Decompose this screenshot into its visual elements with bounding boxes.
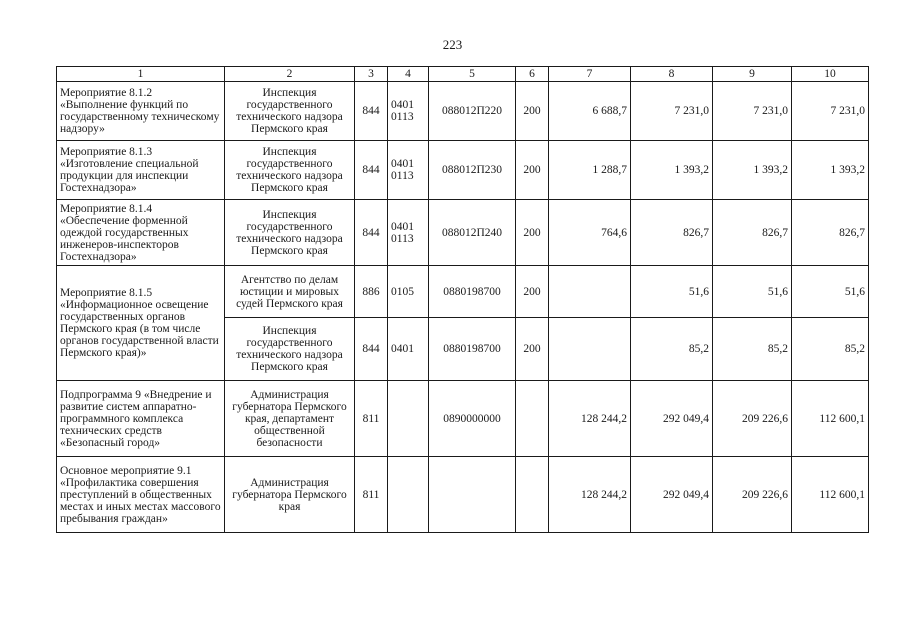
page-number: 223 — [442, 37, 463, 52]
ministry-code: 844 — [355, 200, 388, 266]
amount-7 — [549, 318, 631, 381]
target-code: 088012П240 — [429, 200, 516, 266]
activity-name: Подпрограмма 9 «Внедрение и развитие систем аппаратно-программного комплекса технических средств «Безопасный город» — [57, 381, 225, 457]
header-cell: 3 — [355, 67, 388, 82]
amount-8: 826,7 — [631, 200, 713, 266]
target-code: 088012П220 — [429, 82, 516, 141]
target-code — [429, 457, 516, 533]
section-code: 0401 0113 — [388, 200, 429, 266]
target-code: 0880198700 — [429, 266, 516, 318]
header-cell: 5 — [429, 67, 516, 82]
section-code — [388, 457, 429, 533]
section-code: 0401 0113 — [388, 82, 429, 141]
ministry-code: 811 — [355, 457, 388, 533]
organization: Инспекция государственного технического надзора Пермского края — [225, 318, 355, 381]
amount-9: 209 226,6 — [713, 381, 792, 457]
activity-name: Мероприятие 8.1.5 «Информационное освещение государственных органов Пермского края (в том числе органов государственной власти Пермского края)» — [57, 266, 225, 381]
ministry-code: 886 — [355, 266, 388, 318]
amount-9: 1 393,2 — [713, 141, 792, 200]
amount-10: 85,2 — [792, 318, 869, 381]
header-cell: 4 — [388, 67, 429, 82]
expense-type: 200 — [516, 266, 549, 318]
amount-7 — [549, 266, 631, 318]
target-code: 088012П230 — [429, 141, 516, 200]
expense-type: 200 — [516, 141, 549, 200]
ministry-code: 844 — [355, 141, 388, 200]
amount-7: 764,6 — [549, 200, 631, 266]
amount-7: 6 688,7 — [549, 82, 631, 141]
amount-8: 7 231,0 — [631, 82, 713, 141]
target-code: 0890000000 — [429, 381, 516, 457]
table-row — [57, 141, 869, 200]
expense-type: 200 — [516, 318, 549, 381]
amount-9: 51,6 — [713, 266, 792, 318]
section-code: 0105 — [388, 266, 429, 318]
organization: Агентство по делам юстиции и мировых судей Пермского края — [225, 266, 355, 318]
table-row — [57, 266, 869, 318]
expense-type — [516, 381, 549, 457]
amount-10: 112 600,1 — [792, 457, 869, 533]
section-code: 0401 — [388, 318, 429, 381]
table-row — [57, 200, 869, 266]
amount-8: 85,2 — [631, 318, 713, 381]
amount-9: 85,2 — [713, 318, 792, 381]
organization: Администрация губернатора Пермского края, департамент общественной безопасности — [225, 381, 355, 457]
header-row — [57, 67, 869, 82]
activity-name: Мероприятие 8.1.3 «Изготовление специальной продукции для инспекции Гостехнадзора» — [57, 141, 225, 200]
amount-10: 7 231,0 — [792, 82, 869, 141]
amount-10: 51,6 — [792, 266, 869, 318]
header-cell: 2 — [225, 67, 355, 82]
table-row — [57, 82, 869, 141]
amount-10: 112 600,1 — [792, 381, 869, 457]
target-code: 0880198700 — [429, 318, 516, 381]
activity-name: Основное мероприятие 9.1 «Профилактика совершения преступлений в общественных местах и иных местах массового пребывания граждан» — [57, 457, 225, 533]
expense-type — [516, 457, 549, 533]
header-cell: 8 — [631, 67, 713, 82]
header-cell: 10 — [792, 67, 869, 82]
table-row — [57, 457, 869, 533]
organization: Администрация губернатора Пермского края — [225, 457, 355, 533]
expense-type: 200 — [516, 82, 549, 141]
amount-8: 292 049,4 — [631, 457, 713, 533]
amount-7: 128 244,2 — [549, 457, 631, 533]
amount-9: 7 231,0 — [713, 82, 792, 141]
table-row — [57, 381, 869, 457]
expense-type: 200 — [516, 200, 549, 266]
budget-table — [56, 66, 869, 533]
amount-10: 826,7 — [792, 200, 869, 266]
section-code: 0401 0113 — [388, 141, 429, 200]
amount-7: 128 244,2 — [549, 381, 631, 457]
organization: Инспекция государственного технического надзора Пермского края — [225, 200, 355, 266]
ministry-code: 844 — [355, 318, 388, 381]
amount-8: 292 049,4 — [631, 381, 713, 457]
ministry-code: 811 — [355, 381, 388, 457]
section-code — [388, 381, 429, 457]
activity-name: Мероприятие 8.1.2 «Выполнение функций по государственному техническому надзору» — [57, 82, 225, 141]
organization: Инспекция государственного технического надзора Пермского края — [225, 82, 355, 141]
amount-7: 1 288,7 — [549, 141, 631, 200]
header-cell: 9 — [713, 67, 792, 82]
ministry-code: 844 — [355, 82, 388, 141]
activity-name: Мероприятие 8.1.4 «Обеспечение форменной одеждой государственных инженеров-инспекторов Гостехнадзора» — [57, 200, 225, 266]
amount-9: 209 226,6 — [713, 457, 792, 533]
header-cell: 6 — [516, 67, 549, 82]
amount-8: 51,6 — [631, 266, 713, 318]
amount-8: 1 393,2 — [631, 141, 713, 200]
header-cell: 7 — [549, 67, 631, 82]
organization: Инспекция государственного технического надзора Пермского края — [225, 141, 355, 200]
amount-9: 826,7 — [713, 200, 792, 266]
header-cell: 1 — [57, 67, 225, 82]
amount-10: 1 393,2 — [792, 141, 869, 200]
